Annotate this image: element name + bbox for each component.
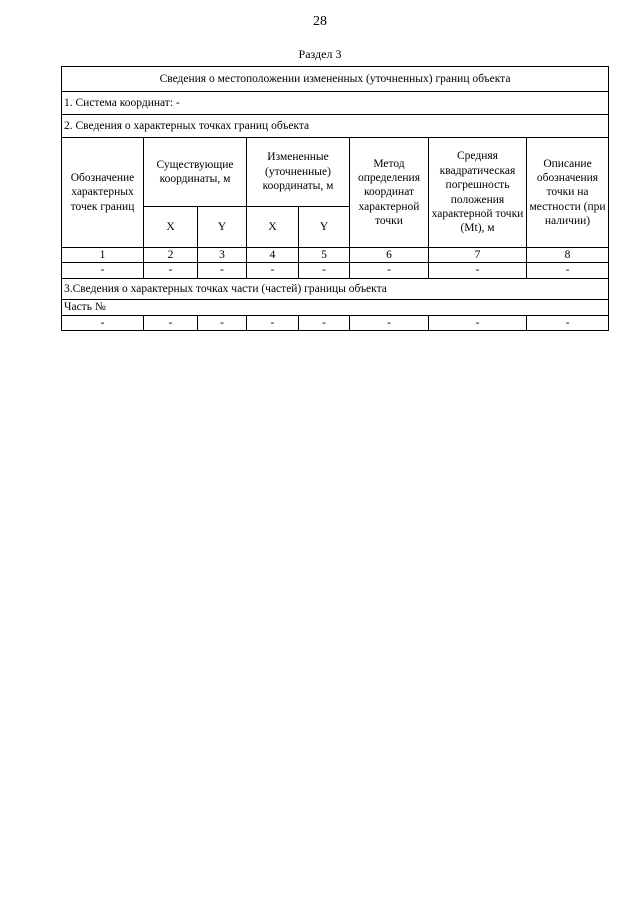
table-row (62, 263, 609, 278)
table-cell: - (247, 315, 299, 330)
header-existing-coords: Существующие координаты, м (144, 138, 247, 207)
table-cell: - (350, 315, 429, 330)
table-cell: - (299, 315, 350, 330)
table-cell: - (144, 263, 198, 278)
table-cell: - (527, 263, 609, 278)
coordinate-system-row: 1. Система координат: - (62, 92, 609, 115)
table-cell: - (247, 263, 299, 278)
column-number: 5 (299, 248, 350, 263)
part-number-row: Часть № (62, 299, 609, 315)
header-x-existing: X (144, 207, 198, 248)
table-cell: - (62, 315, 144, 330)
column-numbers-row (62, 248, 609, 263)
table-row (62, 315, 609, 330)
header-x-changed: X (247, 207, 299, 248)
header-changed-coords: Измененные (уточненные) координаты, м (247, 138, 350, 207)
header-description: Описание обозначения точки на местности (при наличии) (527, 138, 609, 248)
header-y-existing: Y (198, 207, 247, 248)
table-title: Сведения о местоположении измененных (уточненных) границ объекта (62, 67, 609, 92)
section-label: Раздел 3 (298, 47, 342, 61)
column-number: 6 (350, 248, 429, 263)
table-cell: - (299, 263, 350, 278)
table-cell: - (198, 315, 247, 330)
table-cell: - (429, 263, 527, 278)
table-cell: - (350, 263, 429, 278)
header-accuracy: Средняя квадратическая погрешность положения характерной точки (Mt), м (429, 138, 527, 248)
table-cell: - (429, 315, 527, 330)
table-cell: - (527, 315, 609, 330)
points-heading-row: 2. Сведения о характерных точках границ объекта (62, 115, 609, 138)
table-cell: - (198, 263, 247, 278)
column-number: 3 (198, 248, 247, 263)
table-cell: - (144, 315, 198, 330)
boundary-points-table (61, 66, 609, 331)
header-designation: Обозначение характерных точек границ (62, 138, 144, 248)
column-number: 7 (429, 248, 527, 263)
header-y-changed: Y (299, 207, 350, 248)
column-number: 1 (62, 248, 144, 263)
part-heading-row: 3.Сведения о характерных точках части (частей) границы объекта (62, 278, 609, 299)
column-number: 2 (144, 248, 198, 263)
column-number: 8 (527, 248, 609, 263)
header-method: Метод определения координат характерной точки (350, 138, 429, 248)
table-cell: - (62, 263, 144, 278)
page-number: 28 (313, 14, 327, 29)
column-number: 4 (247, 248, 299, 263)
